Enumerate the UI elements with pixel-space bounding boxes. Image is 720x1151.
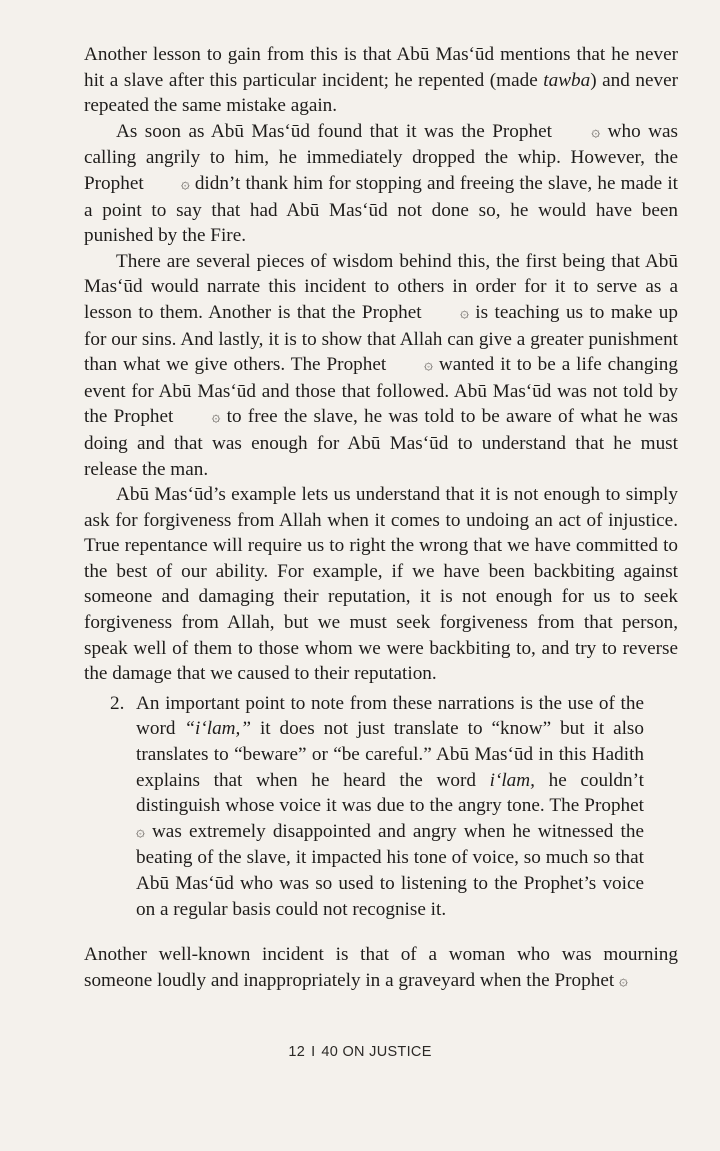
honorific-icon: ۞	[136, 823, 145, 840]
paragraph: There are several pieces of wisdom behind this, the first being that Abū Mas‘ūd would narrate this incident to others in order for it to serve as a lesson to them. Another is that the Prophet ۞ is teaching us to make up for our sins. And lastly, it is to show that Allah can give a greater punishment than what we give others. The Prophet ۞ wanted it to be a life changing event for Abū Mas‘ūd and those that followed. Abū Mas‘ūd was not told by the Prophet ۞ to free the slave, he was told to be aware of what he was doing and that was enough for Abū Mas‘ūd to understand that he must release the man.	[84, 250, 678, 480]
honorific-icon: ۞	[618, 972, 628, 989]
paragraph: Another lesson to gain from this is that Abū Mas‘ūd mentions that he never hit a slave after this particular incident; he repented (made tawba) and never repeated the same mistake again.	[84, 44, 678, 117]
honorific-icon: ۞	[211, 409, 221, 426]
paragraph: Another well-known incident is that of a woman who was mourning someone loudly and inappropriately in a graveyard when the Prophet ۞	[84, 942, 678, 994]
honorific-icon: ۞	[424, 357, 433, 374]
honorific-icon: ۞	[460, 304, 469, 321]
paragraph: As soon as Abū Mas‘ūd found that it was the Prophet ۞ who was calling angrily to him, he immediately dropped the whip. However, the Prophet ۞ didn’t thank him for stopping and freeing the slave, he made it a point to say that had Abū Mas‘ūd not done so, he would have been punished by the Fire.	[84, 120, 678, 247]
honorific-icon: ۞	[591, 123, 601, 140]
page-number: 12	[288, 1044, 306, 1060]
italic-term: “i‘lam,”	[184, 718, 252, 740]
page-footer	[0, 1044, 720, 1060]
italic-term: tawba	[543, 69, 591, 91]
honorific-icon: ۞	[180, 175, 190, 192]
italic-term: i‘lam,	[489, 769, 535, 791]
list-item-text: An important point to note from these narrations is the use of the word “i‘lam,” it does not just translate to “know” but it also translates to “beware” or “be careful.” Abū Mas‘ūd in this Hadith explains that when he heard the word i‘lam, he couldn’t distinguish whose voice it was due to the angry tone. The Prophet ۞ was extremely disappointed and angry when he witnessed the beating of the slave, it impacted his tone of voice, so much so that Abū Mas‘ūd who was so used to listening to the Prophet’s voice on a regular basis could not recognise it.	[136, 692, 644, 920]
footer-separator: I	[311, 1044, 316, 1060]
numbered-list-item	[84, 691, 644, 922]
book-title: 40 ON JUSTICE	[321, 1044, 432, 1060]
paragraph: Abū Mas‘ūd’s example lets us understand that it is not enough to simply ask for forgiveness from Allah when it comes to undoing an act of injustice. True repentance will require us to right the wrong that we have committed to the best of our ability. For example, if we have been backbiting against someone and damaging their reputation, it is not enough for us to seek forgiveness from Allah, but we must seek forgiveness from that person, speak well of them to those whom we were backbiting to, and try to reverse the damage that we caused to their reputation.	[84, 484, 678, 685]
list-number: 2.	[110, 692, 125, 714]
page-body	[84, 42, 678, 994]
